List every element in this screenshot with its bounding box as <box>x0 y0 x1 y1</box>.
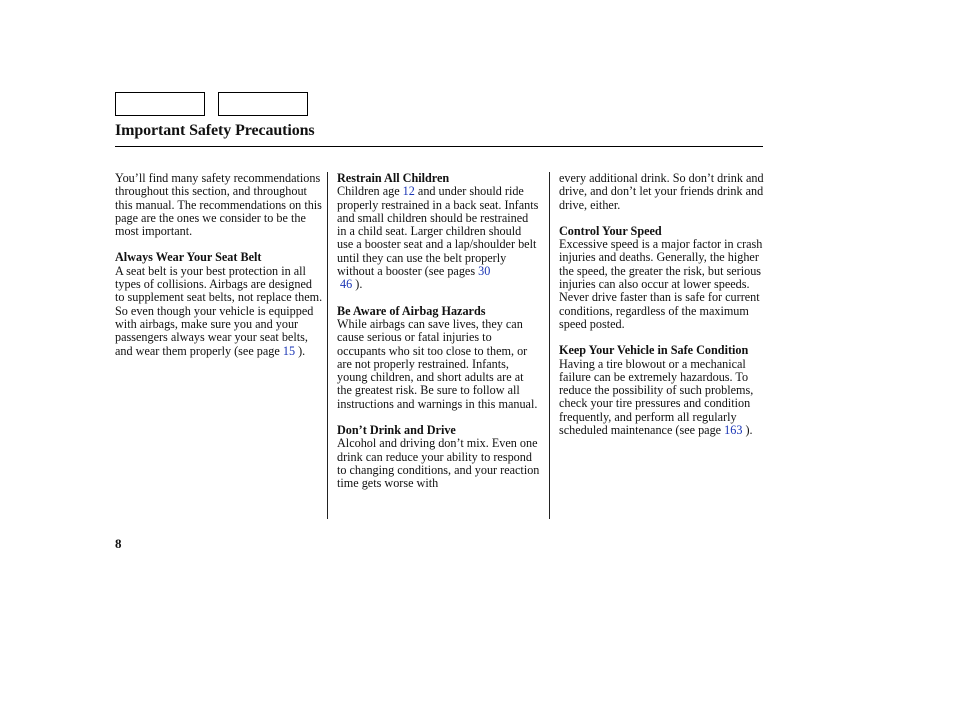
age-link-12[interactable]: 12 <box>402 184 415 199</box>
children-heading: Restrain All Children <box>337 171 450 185</box>
drink-paragraph: Alcohol and driving don’t mix. Even one drink can reduce your ability to respond to changing conditions, and your reaction time gets worse with <box>337 436 540 491</box>
seatbelt-end: ). <box>298 343 306 358</box>
vehicle-end: ). <box>745 423 753 438</box>
column-2 <box>337 172 540 491</box>
column-3 <box>559 172 764 437</box>
children-end: ). <box>355 277 363 292</box>
title-rule <box>115 146 763 147</box>
column-1 <box>115 172 323 358</box>
children-text: and under should ride properly restrained in a back seat. Infants and small children should be restrained in a child seat. Larger children should use a booster seat and a lap/shoulder belt until they can use the belt properly without a booster (see pages <box>337 184 539 279</box>
seatbelt-text: A seat belt is your best protection in all types of collisions. Airbags are designed to supplement seat belts, not replace them. So even though your vehicle is equipped with airbags, make sure you and your passengers always wear your seat belts, and wear them properly (see page <box>115 263 323 358</box>
page-link-46[interactable]: 46 <box>340 277 353 292</box>
intro-paragraph: You’ll find many safety recommendations throughout this section, and throughout this manual. The recommendations on this page are the ones we consider to be the most important. <box>115 171 322 239</box>
drink-continued: every additional drink. So don’t drink and drive, and don’t let your friends drink and drive, either. <box>559 171 764 212</box>
speed-heading: Control Your Speed <box>559 223 662 238</box>
page-link-163[interactable]: 163 <box>724 423 743 438</box>
nav-box-2[interactable] <box>218 92 308 116</box>
page-link-30[interactable]: 30 <box>478 264 491 279</box>
vehicle-paragraph <box>559 358 764 438</box>
seatbelt-paragraph <box>115 265 323 358</box>
seatbelt-heading: Always Wear Your Seat Belt <box>115 250 262 265</box>
vehicle-heading: Keep Your Vehicle in Safe Condition <box>559 343 749 358</box>
page-link-15[interactable]: 15 <box>282 343 296 358</box>
drink-heading: Don’t Drink and Drive <box>337 423 456 438</box>
children-paragraph <box>337 185 540 291</box>
page-number: 8 <box>115 536 122 551</box>
vehicle-text: Having a tire blowout or a mechanical failure can be extremely hazardous. To reduce the possibility of such problems, check your tire pressures and condition frequently, and perform all regularly scheduled maintenance (see page <box>559 356 754 438</box>
page-title: Important Safety Precautions <box>115 122 315 139</box>
airbag-heading: Be Aware of Airbag Hazards <box>337 303 486 318</box>
children-pre: Children age <box>337 184 400 199</box>
airbag-paragraph: While airbags can save lives, they can cause serious or fatal injuries to occupants who sit too close to them, or are not properly restrained. Infants, young children, and short adults are at the greatest risk. Be sure to follow all instructions and warnings in this manual. <box>337 316 538 411</box>
column-divider-2 <box>549 172 550 519</box>
speed-paragraph: Excessive speed is a major factor in crash injuries and deaths. Generally, the higher the speed, the greater the risk, but serious injuries can also occur at lower speeds. Never drive faster than is safe for current conditions, regardless of the maximum speed posted. <box>559 237 763 331</box>
column-divider-1 <box>327 172 328 519</box>
nav-box-1[interactable] <box>115 92 205 116</box>
